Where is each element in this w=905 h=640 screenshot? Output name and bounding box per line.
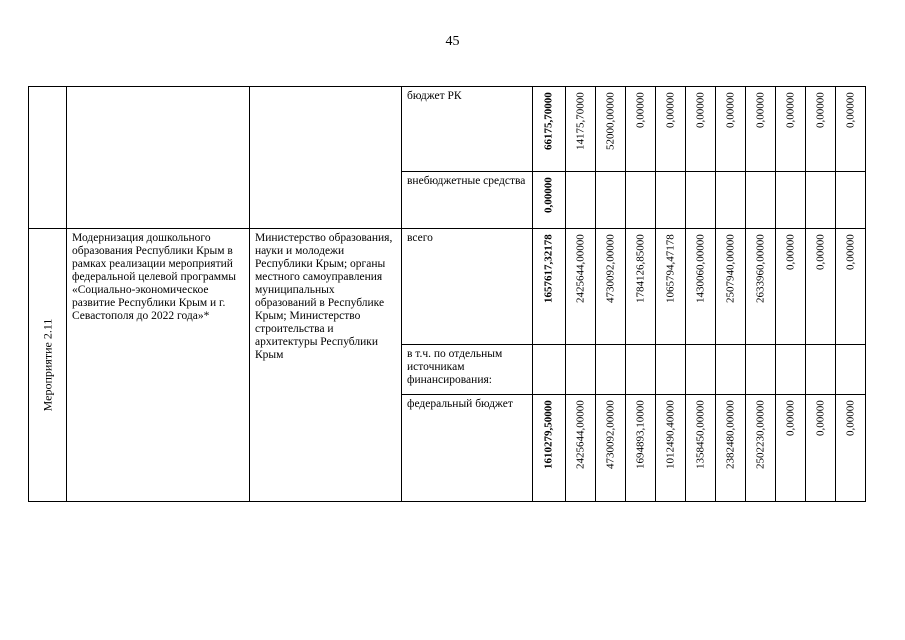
year-cell [686, 229, 716, 345]
source-cell: всего [402, 229, 533, 345]
year-cell [686, 395, 716, 502]
source-cell: в т.ч. по отдельным источникам финансирования: [402, 345, 533, 395]
year-cell [806, 172, 836, 229]
year-cell [776, 395, 806, 502]
year-cell [626, 395, 656, 502]
year-value: 0,00000 [664, 92, 676, 128]
year-value: 1784126,85000 [634, 234, 646, 303]
year-value: 2425644,00000 [574, 400, 586, 469]
year-cell [836, 87, 866, 172]
total-value: 66175,70000 [542, 92, 555, 150]
year-cell [686, 172, 716, 229]
year-cell [596, 87, 626, 172]
year-cell [686, 345, 716, 395]
year-cell [656, 87, 686, 172]
year-cell [746, 172, 776, 229]
year-cell [596, 229, 626, 345]
total-value: 1610279,50000 [542, 400, 555, 469]
year-cell [716, 345, 746, 395]
year-cell [566, 345, 596, 395]
year-value: 14175,70000 [574, 92, 586, 150]
measure-label: Мероприятие 2.11 [40, 318, 54, 412]
year-cell [716, 87, 746, 172]
year-value: 4730092,00000 [604, 234, 616, 303]
year-cell [566, 172, 596, 229]
total-value: 1657617,32178 [542, 234, 555, 303]
year-cell [626, 172, 656, 229]
year-cell [566, 229, 596, 345]
total-value: 0,00000 [542, 177, 555, 213]
year-value: 0,00000 [784, 400, 796, 436]
year-cell [746, 345, 776, 395]
year-value: 2425644,00000 [574, 234, 586, 303]
year-cell [716, 395, 746, 502]
year-value: 0,00000 [784, 92, 796, 128]
year-cell [626, 345, 656, 395]
year-value: 1012490,40000 [664, 400, 676, 469]
year-cell [656, 172, 686, 229]
year-value: 1430060,00000 [694, 234, 706, 303]
year-cell [716, 229, 746, 345]
year-value: 52000,00000 [604, 92, 616, 150]
year-cell [656, 395, 686, 502]
year-value: 2502230,00000 [754, 400, 766, 469]
year-cell [806, 345, 836, 395]
year-value: 0,00000 [814, 400, 826, 436]
funding-table [28, 86, 866, 502]
year-value: 0,00000 [634, 92, 646, 128]
total-cell [533, 87, 566, 172]
year-value: 2633960,00000 [754, 234, 766, 303]
year-value: 0,00000 [724, 92, 736, 128]
year-value: 2382480,00000 [724, 400, 736, 469]
total-cell [533, 395, 566, 502]
empty-label-cell [29, 87, 67, 229]
total-cell [533, 172, 566, 229]
year-value: 4730092,00000 [604, 400, 616, 469]
year-value: 0,00000 [844, 400, 856, 436]
year-value: 1065794,47178 [664, 234, 676, 303]
year-value: 0,00000 [814, 234, 826, 270]
page-number: 45 [445, 34, 460, 49]
year-value: 1694893,10000 [634, 400, 646, 469]
year-cell [836, 395, 866, 502]
empty-executors-cell [250, 87, 402, 229]
year-value: 0,00000 [844, 234, 856, 270]
total-cell [533, 345, 566, 395]
empty-name-cell [67, 87, 250, 229]
measure-executors-cell: Министерство образования, науки и молодежи Республики Крым; органы местного самоуправления муниципальных образований в Республике Крым; Министерство строительства и архитектуры Республики Крым [250, 229, 402, 502]
measure-label-cell [29, 229, 67, 502]
source-cell: бюджет РК [402, 87, 533, 172]
year-cell [596, 172, 626, 229]
year-value: 2507940,00000 [724, 234, 736, 303]
year-cell [746, 229, 776, 345]
year-cell [806, 229, 836, 345]
year-cell [686, 87, 716, 172]
year-value: 0,00000 [784, 234, 796, 270]
year-cell [566, 87, 596, 172]
year-cell [776, 87, 806, 172]
source-cell: внебюджетные средства [402, 172, 533, 229]
measure-name-cell: Модернизация дошкольного образования Республики Крым в рамках реализации мероприятий федеральной целевой программы «Социально-экономическое развитие Республики Крым и г. Севастополя до 2022 года»* [67, 229, 250, 502]
year-cell [746, 87, 776, 172]
year-cell [656, 345, 686, 395]
year-cell [776, 345, 806, 395]
total-cell [533, 229, 566, 345]
year-cell [746, 395, 776, 502]
year-value: 1358450,00000 [694, 400, 706, 469]
table-row [29, 229, 866, 345]
year-cell [806, 395, 836, 502]
source-cell: федеральный бюджет [402, 395, 533, 502]
year-cell [626, 87, 656, 172]
table-row [29, 87, 866, 172]
year-cell [716, 172, 746, 229]
year-cell [836, 172, 866, 229]
year-cell [566, 395, 596, 502]
year-cell [596, 395, 626, 502]
year-cell [656, 229, 686, 345]
year-cell [776, 229, 806, 345]
year-value: 0,00000 [814, 92, 826, 128]
year-cell [776, 172, 806, 229]
year-cell [596, 345, 626, 395]
year-value: 0,00000 [754, 92, 766, 128]
year-value: 0,00000 [844, 92, 856, 128]
year-cell [806, 87, 836, 172]
year-cell [836, 345, 866, 395]
year-cell [836, 229, 866, 345]
year-cell [626, 229, 656, 345]
year-value: 0,00000 [694, 92, 706, 128]
